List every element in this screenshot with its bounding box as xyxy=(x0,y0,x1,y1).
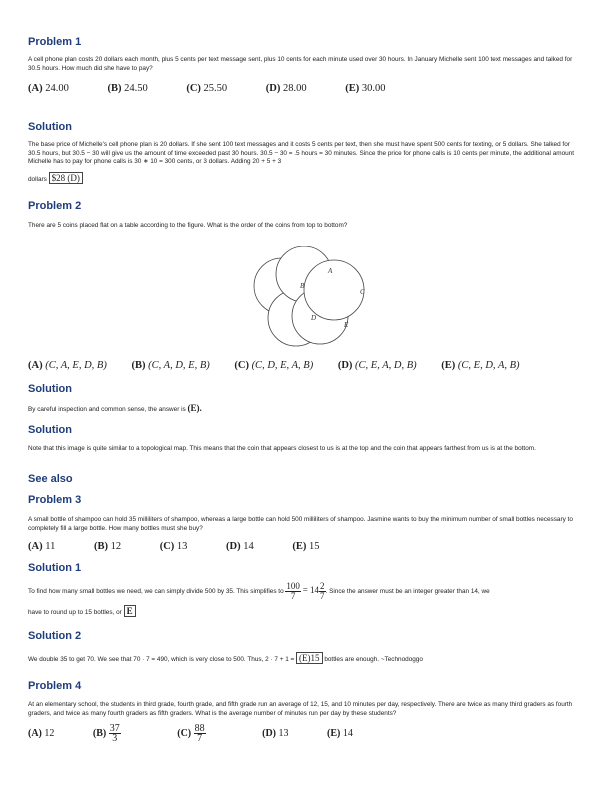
solution3a-text: To find how many small bottles we need, we can simply divide 500 by 35. This simplifies to $\frac{100}{7}$ = 14 $\frac{2}{7}$ . Since the answer must be an integer greater than 14, we xyxy=(28,581,490,601)
choice-c: (C) 25.50 xyxy=(186,83,228,94)
solution3a-heading: Solution 1 xyxy=(28,562,82,574)
coin-label-b: B xyxy=(300,282,305,290)
fraction-2-7: $\frac{2}{7}$ xyxy=(320,581,325,601)
solution3b-answer-box: (E)15 xyxy=(296,652,323,664)
solution3a-answer-box: E xyxy=(124,605,136,617)
coin-label-e: E xyxy=(344,321,349,329)
coin-label-d: D xyxy=(311,314,317,322)
choice-d: (D) 13 xyxy=(262,728,289,739)
coin-label-c: C xyxy=(360,288,365,296)
problem2-text: There are 5 coins placed flat on a table according to the figure. What is the order of the coins from top to bottom? xyxy=(28,222,348,229)
see-also-heading[interactable]: See also xyxy=(28,473,73,485)
choice-a: (A) (C, A, E, D, B) xyxy=(28,360,107,371)
coin-c xyxy=(304,260,364,320)
coin-label-a: A xyxy=(328,267,333,275)
choice-a: (A) 11 xyxy=(28,541,56,552)
problem3-text: A small bottle of shampoo can hold 35 milliliters of shampoo, whereas a large bottle can hold 500 milliliters of shampoo. Jasmine wants to buy the minimum number of small bottles necessary to completely fill a large bottle. How many bottles must she buy? xyxy=(28,516,573,532)
problem1-heading: Problem 1 xyxy=(28,36,82,48)
solution2a-answer: (E). xyxy=(187,403,202,413)
solution2a-heading: Solution xyxy=(28,383,72,395)
choice-e: (E) 15 xyxy=(292,541,320,552)
choice-b: (B) 12 xyxy=(93,541,122,552)
problem2-heading: Problem 2 xyxy=(28,200,82,212)
problem4-text: At an elementary school, the students in third grade, fourth grade, and fifth grade run an average of 12, 15, and 10 minutes per day, respectively. There are twice as many third graders as fourth graders, and twice as many fourth graders as fifth graders. What is the average number of minutes run per day by these students? xyxy=(28,701,573,717)
problem1-choices xyxy=(28,83,421,94)
problem3-heading: Problem 3 xyxy=(28,494,82,506)
solution3a-answer-line: have to round up to 15 bottles, or E xyxy=(28,607,580,618)
fraction-100-7: $\frac{100}{7}$ xyxy=(286,581,300,601)
problem4-choices xyxy=(28,724,389,743)
choice-d: (D) 14 xyxy=(226,541,254,552)
solution1-heading: Solution xyxy=(28,121,72,133)
solution1-text: The base price of Michelle's cell phone plan is 20 dollars. If she sent 100 text messages and it costs 5 cents per text, then she must have spent 500 cents for texting, or 5 dollars. She talked for 30.5 hours, but 30.5 − 30 will give us the amount of time exceeded past 30 hours. 30.5 − 30 = .5 hours = 30 minutes. Since the price for phone calls is 10 cents per minute, the additional amount Michelle has to pay for phone calls is 30 ∗ 10 = 300 cents, or 3 dollars. Adding 20 + 5 + 3 xyxy=(28,141,575,166)
problem2-choices xyxy=(28,360,520,371)
choice-b: (B) (C, A, D, E, B) xyxy=(131,360,210,371)
choice-c: (C) (C, D, E, A, B) xyxy=(234,360,314,371)
choice-e: (E) (C, E, D, A, B) xyxy=(441,360,520,371)
solution3b-text: We double 35 to get 70. We see that 70 · 7 = 490, which is very close to 500. Thus, 2 · 7 + 1 = (E)15 bottles are enough. ~Technodoggo xyxy=(28,653,423,663)
choice-e: (E) 14 xyxy=(327,728,353,739)
choice-b: (B) 24.50 xyxy=(107,83,148,94)
choice-c: (C) 13 xyxy=(159,541,188,552)
coins-figure xyxy=(250,246,380,352)
problem1-text: A cell phone plan costs 20 dollars each month, plus 5 cents per text message sent, plus 10 cents for each minute used over 30 hours. In January Michelle sent 100 text messages and talked for 30.5 hours. How much did she have to pay? xyxy=(28,56,573,72)
choice-e: (E) 30.00 xyxy=(345,83,386,94)
solution1-answer-box: $28 (D) xyxy=(49,172,83,184)
solution3b-heading: Solution 2 xyxy=(28,630,82,642)
choice-a: (A) 24.00 xyxy=(28,83,69,94)
choice-a: (A) 12 xyxy=(28,728,55,739)
solution2a-text: By careful inspection and common sense, the answer is (E). xyxy=(28,403,202,413)
solution2b-heading: Solution xyxy=(28,424,72,436)
choice-d: (D) (C, E, A, D, B) xyxy=(337,360,417,371)
problem3-choices xyxy=(28,541,355,552)
choice-b: (B) $\frac{37}{3}$ xyxy=(92,723,120,744)
problem4-heading: Problem 4 xyxy=(28,680,82,692)
choice-d: (D) 28.00 xyxy=(265,83,307,94)
solution2b-text: Note that this image is quite similar to a topological map. This means that the coin that appears closest to us is at the top and the coin that appears farthest from us is at the bottom. xyxy=(28,445,536,452)
solution1-answer-line: dollars $28 (D) xyxy=(28,174,580,185)
choice-c: (C) $\frac{88}{7}$ xyxy=(177,723,205,744)
